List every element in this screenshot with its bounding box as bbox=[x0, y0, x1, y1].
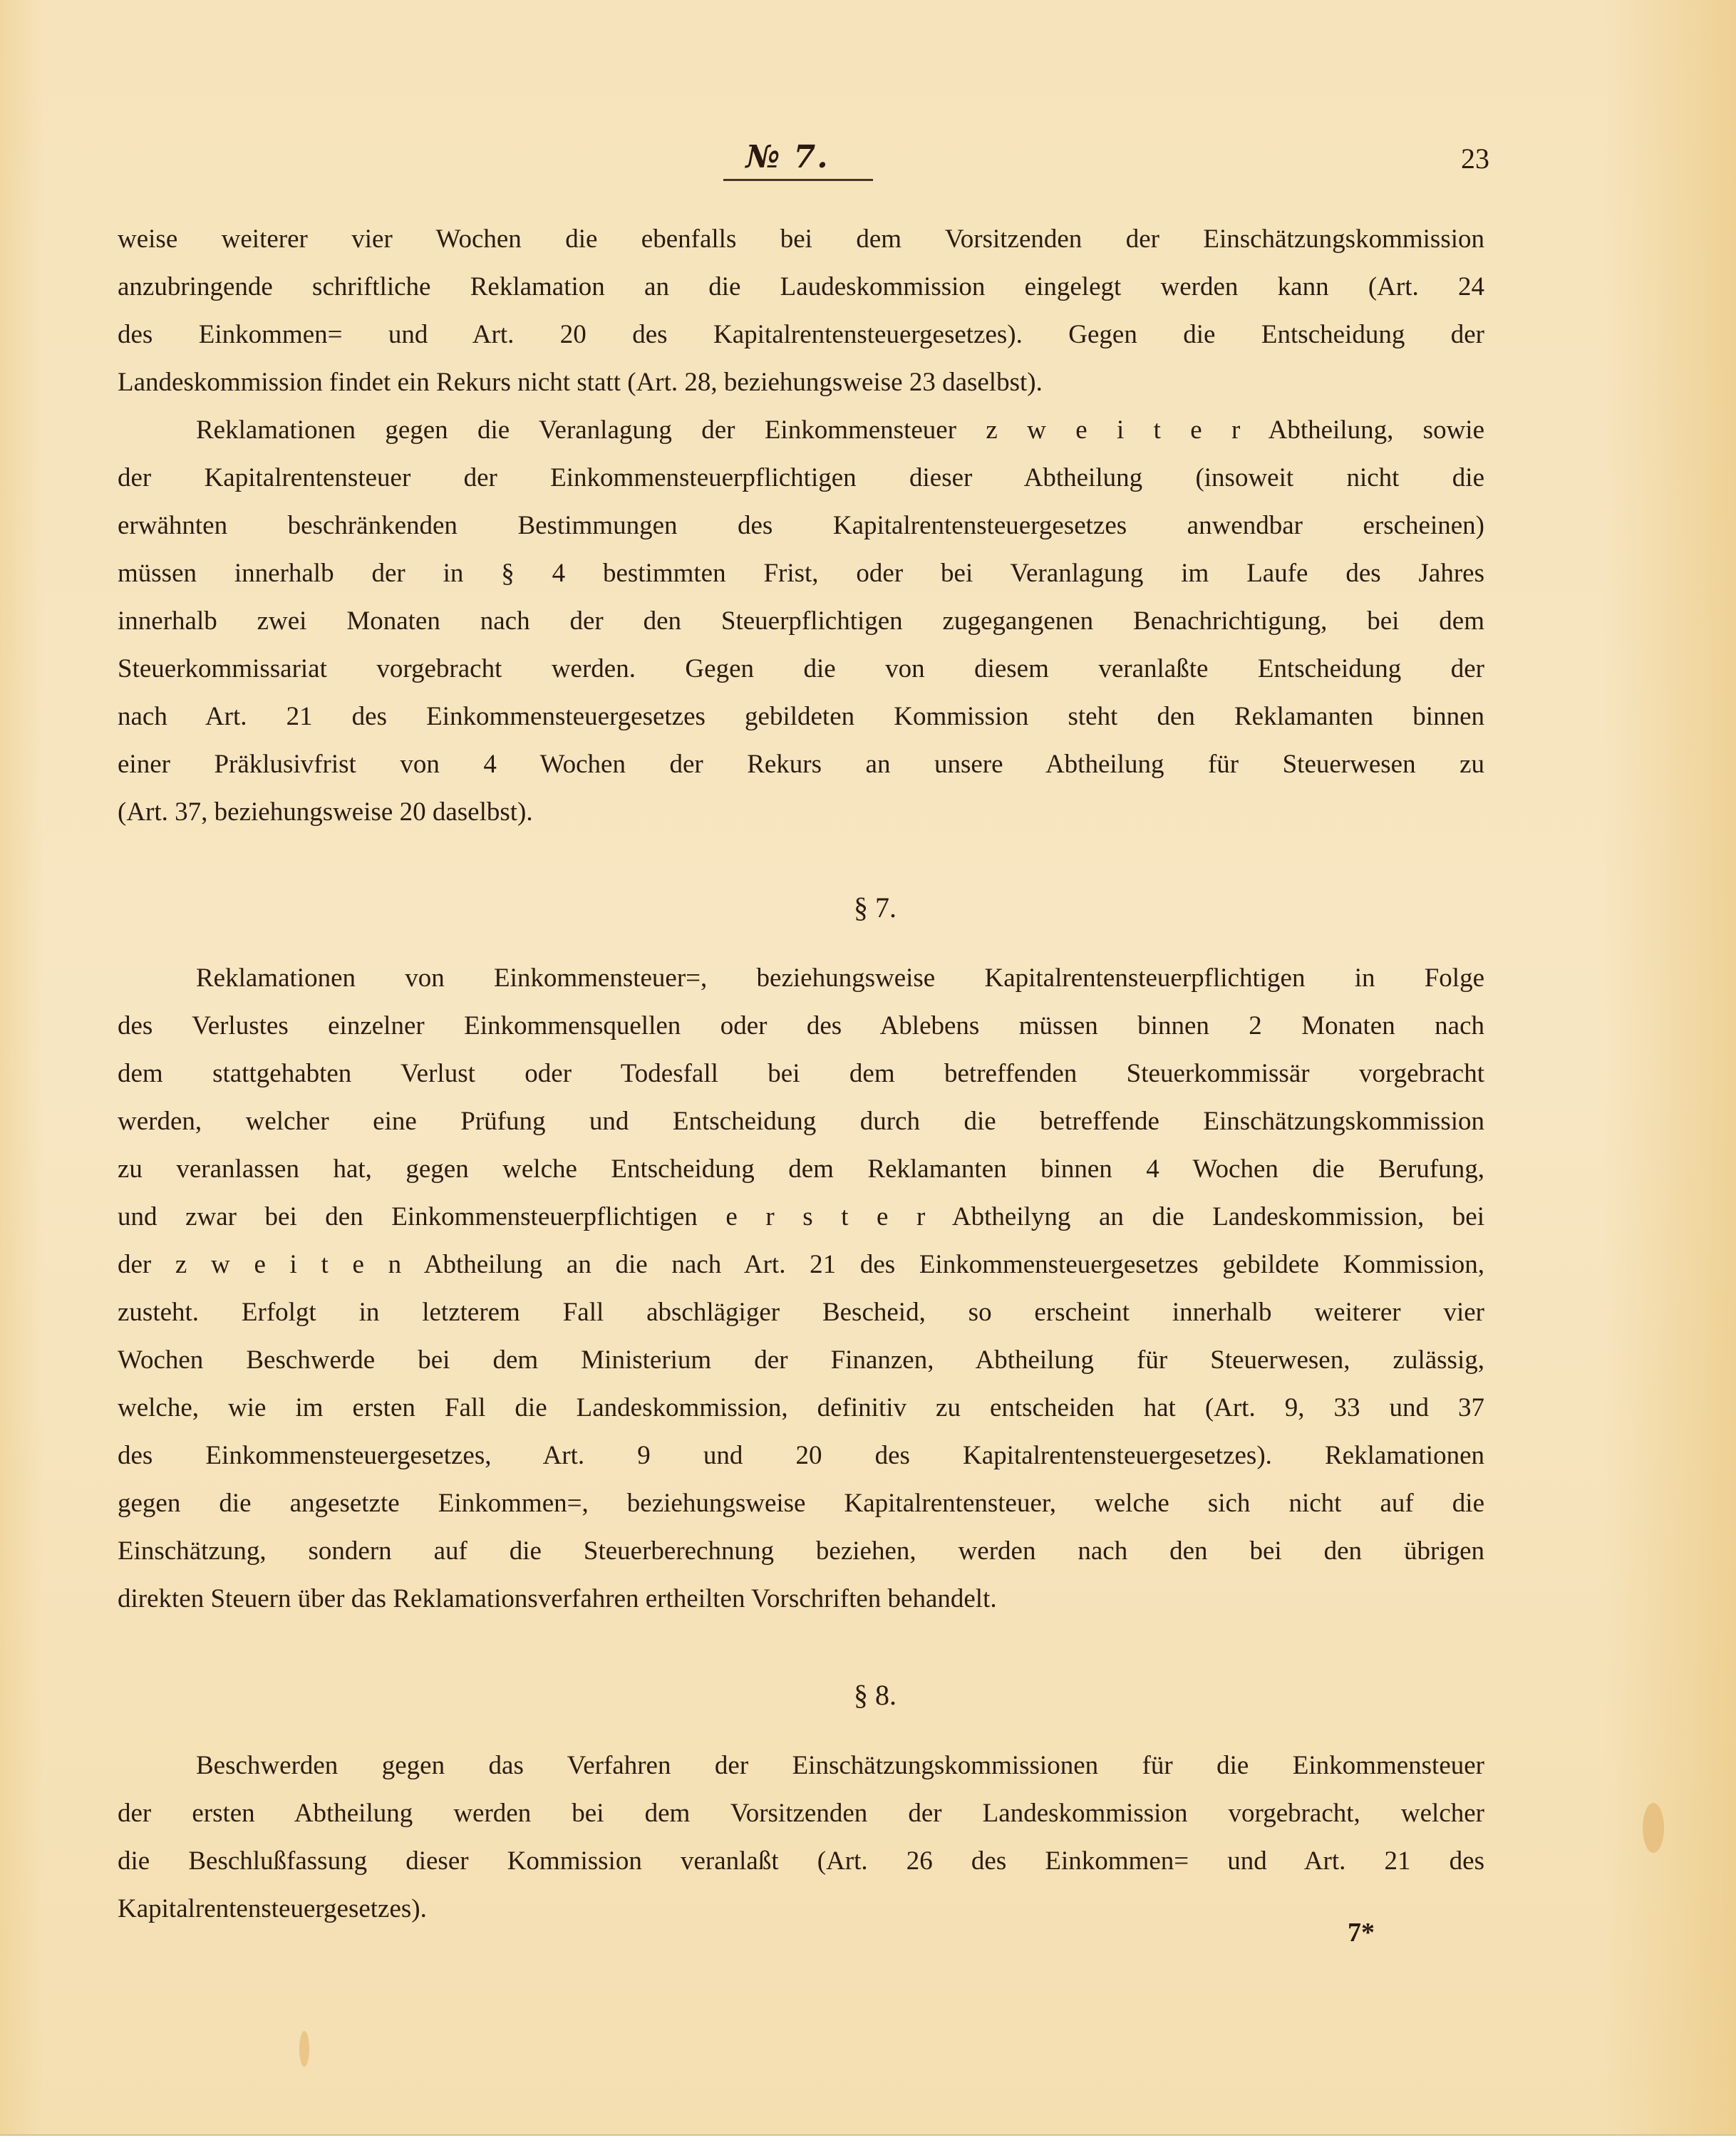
page-header bbox=[0, 139, 1736, 196]
text-line: Reklamationen gegen die Veranlagung der Einkommensteuer z w e i t e r Abtheilung, sowie bbox=[196, 415, 1484, 445]
text-line: der ersten Abtheilung werden bei dem Vorsitzenden der Landeskommission vorgebracht, welcher bbox=[118, 1799, 1484, 1828]
text-line: müssen innerhalb der in § 4 bestimmten Frist, oder bei Veranlagung im Laufe des Jahres bbox=[118, 559, 1484, 588]
text-line: Kapitalrentensteuergesetzes). bbox=[118, 1894, 427, 1923]
text-line: des Einkommen= und Art. 20 des Kapitalrentensteuergesetzes). Gegen die Entscheidung der bbox=[118, 320, 1484, 349]
text-line: erwähnten beschränkenden Bestimmungen des Kapitalrentensteuergesetzes anwendbar erscheinen) bbox=[118, 511, 1484, 540]
header-rule bbox=[723, 179, 873, 181]
text-line: Landeskommission findet ein Rekurs nicht statt (Art. 28, beziehungsweise 23 daselbst). bbox=[118, 368, 1043, 397]
text-line: zu veranlassen hat, gegen welche Entscheidung dem Reklamanten binnen 4 Wochen die Berufung, bbox=[118, 1154, 1484, 1184]
text-line: der Kapitalrentensteuer der Einkommensteuerpflichtigen dieser Abtheilung (insoweit nicht die bbox=[118, 463, 1484, 492]
text-line: dem stattgehabten Verlust oder Todesfall bei dem betreffenden Steuerkommissär vorgebracht bbox=[118, 1059, 1484, 1088]
text-line: einer Präklusivfrist von 4 Wochen der Rekurs an unsere Abtheilung für Steuerwesen zu bbox=[118, 750, 1484, 779]
text-line: anzubringende schriftliche Reklamation an die Laudeskommission eingelegt werden kann (Art. 24 bbox=[118, 272, 1484, 301]
text-line: Steuerkommissariat vorgebracht werden. Gegen die von diesem veranlaßte Entscheidung der bbox=[118, 654, 1484, 683]
text-line: des Verlustes einzelner Einkommensquellen oder des Ablebens müssen binnen 2 Monaten nach bbox=[118, 1011, 1484, 1040]
paper-stain bbox=[299, 2031, 309, 2067]
text-line: des Einkommensteuergesetzes, Art. 9 und 20 des Kapitalrentensteuergesetzes). Reklamationen bbox=[118, 1441, 1484, 1470]
issue-number: № 7. bbox=[745, 139, 830, 175]
text-line: nach Art. 21 des Einkommensteuergesetzes gebildeten Kommission steht den Reklamanten binnen bbox=[118, 702, 1484, 731]
section-heading: § 7. bbox=[854, 892, 897, 924]
text-line: zusteht. Erfolgt in letzterem Fall abschlägiger Bescheid, so erscheint innerhalb weiterer vier bbox=[118, 1298, 1484, 1327]
paper-stain bbox=[1643, 1803, 1664, 1853]
section-heading: § 8. bbox=[854, 1679, 897, 1711]
text-line: werden, welcher eine Prüfung und Entscheidung durch die betreffende Einschätzungskommission bbox=[118, 1107, 1484, 1136]
text-line: gegen die angesetzte Einkommen=, beziehungsweise Kapitalrentensteuer, welche sich nicht auf die bbox=[118, 1489, 1484, 1518]
text-line: innerhalb zwei Monaten nach der den Steuerpflichtigen zugegangenen Benachrichtigung, bei dem bbox=[118, 606, 1484, 636]
text-line: Reklamationen von Einkommensteuer=, beziehungsweise Kapitalrentensteuerpflichtigen in Folge bbox=[196, 963, 1484, 993]
text-line: direkten Steuern über das Reklamationsverfahren ertheilten Vorschriften behandelt. bbox=[118, 1584, 997, 1613]
text-line: weise weiterer vier Wochen die ebenfalls bei dem Vorsitzenden der Einschätzungskommission bbox=[118, 224, 1484, 254]
signature-mark: 7* bbox=[1348, 1918, 1375, 1948]
text-line: welche, wie im ersten Fall die Landeskommission, definitiv zu entscheiden hat (Art. 9, 33 und 37 bbox=[118, 1393, 1484, 1422]
text-line: (Art. 37, beziehungsweise 20 daselbst). bbox=[118, 797, 533, 827]
text-line: Einschätzung, sondern auf die Steuerberechnung beziehen, werden nach den bei den übrigen bbox=[118, 1536, 1484, 1566]
text-line: Wochen Beschwerde bei dem Ministerium der Finanzen, Abtheilung für Steuerwesen, zulässig, bbox=[118, 1345, 1484, 1375]
text-line: die Beschlußfassung dieser Kommission veranlaßt (Art. 26 des Einkommen= und Art. 21 des bbox=[118, 1846, 1484, 1876]
text-line: der z w e i t e n Abtheilung an die nach Art. 21 des Einkommensteuergesetzes gebildete Kommission, bbox=[118, 1250, 1484, 1279]
text-line: und zwar bei den Einkommensteuerpflichtigen e r s t e r Abtheilyng an die Landeskommission, bei bbox=[118, 1202, 1484, 1231]
page-number: 23 bbox=[1461, 143, 1489, 175]
text-line: Beschwerden gegen das Verfahren der Einschätzungskommissionen für die Einkommensteuer bbox=[196, 1751, 1484, 1780]
